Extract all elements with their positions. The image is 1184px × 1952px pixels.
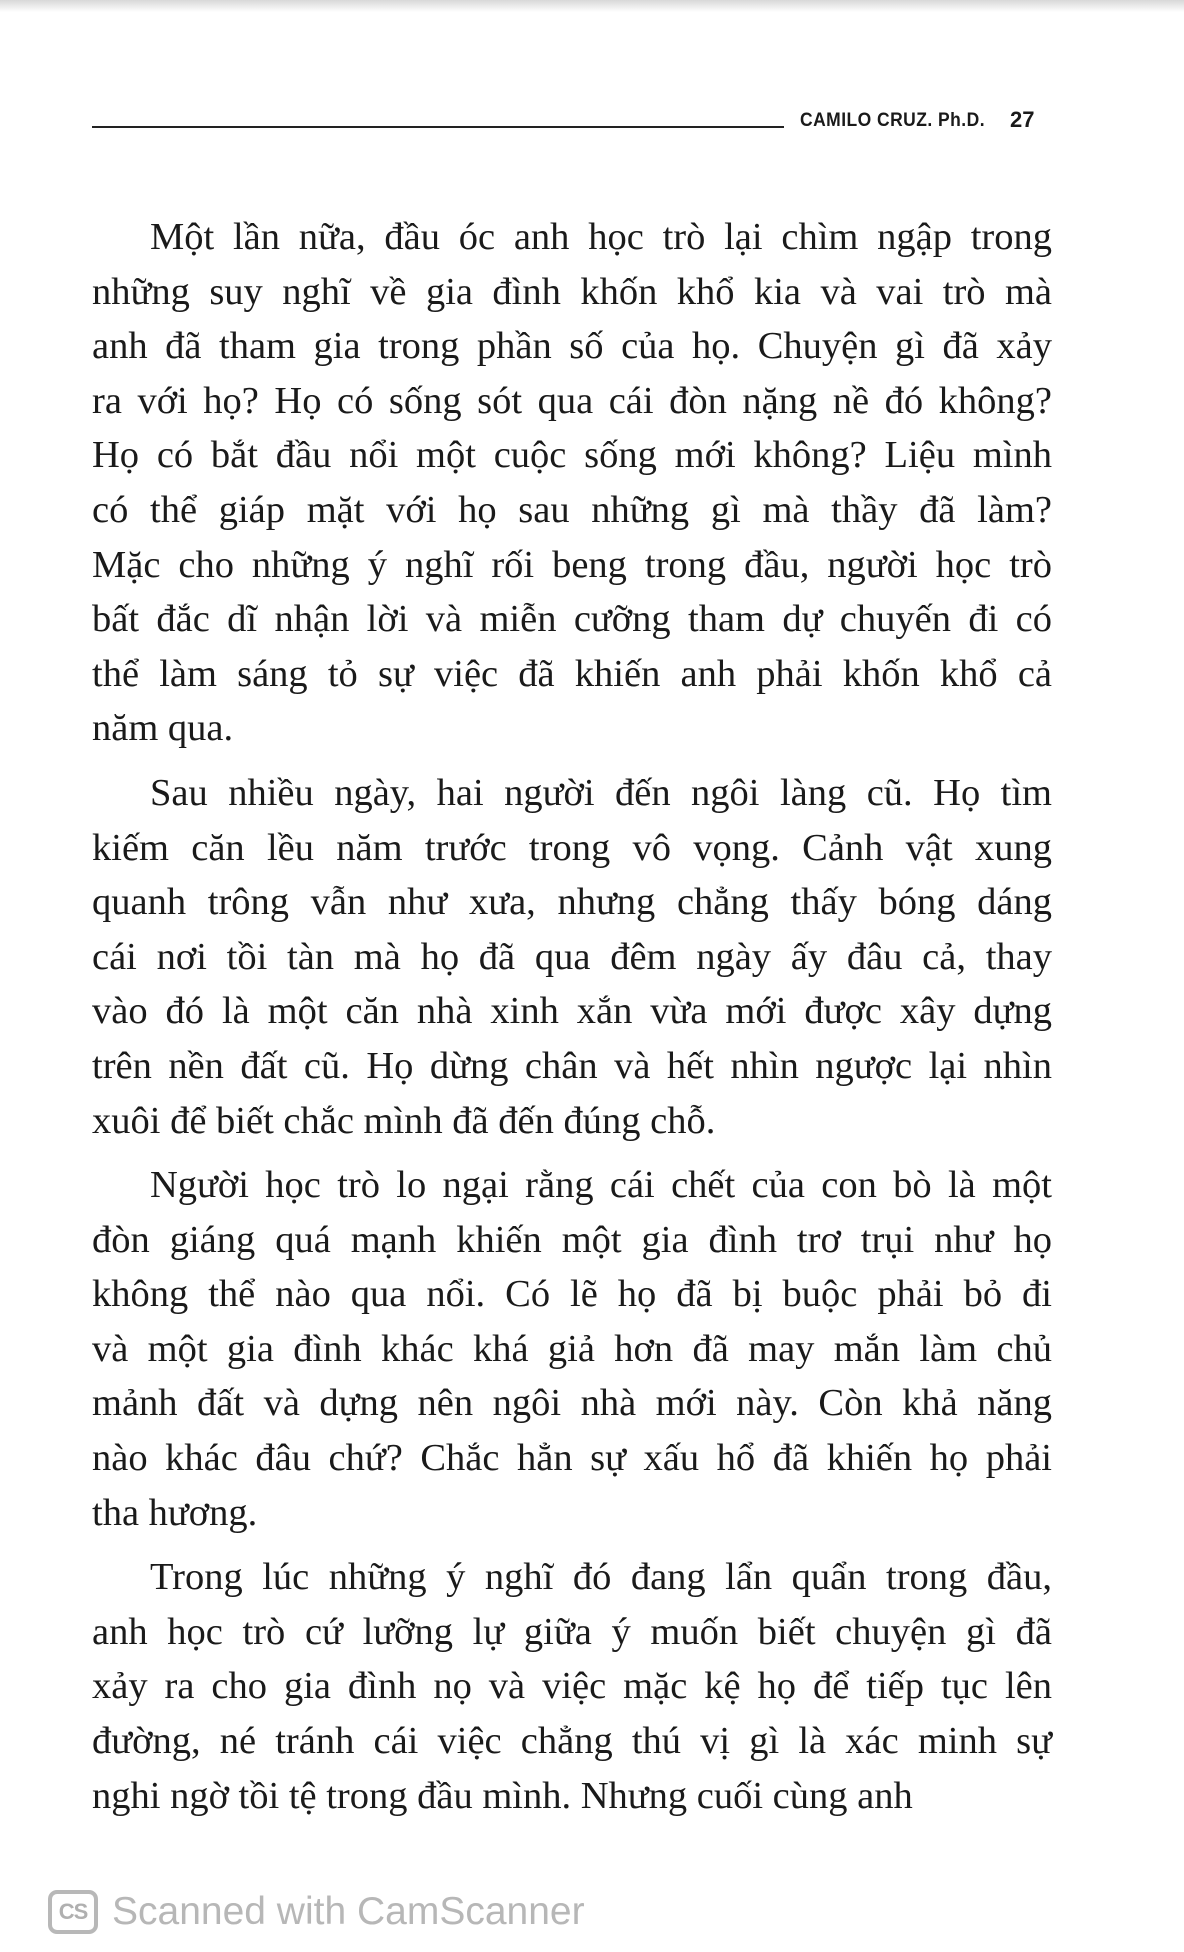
paragraph-gap bbox=[92, 756, 1052, 766]
text-line: những suy nghĩ về gia đình khốn khổ kia và vai trò mà bbox=[92, 270, 1052, 313]
text-line: nghi ngờ tồi tệ trong đầu mình. Nhưng cuối cùng anh bbox=[92, 1774, 913, 1817]
text-line: vào đó là một căn nhà xinh xắn vừa mới được xây dựng bbox=[92, 990, 1052, 1033]
page-number: 27 bbox=[1010, 107, 1035, 132]
paragraph bbox=[92, 766, 1052, 1148]
text-line: xảy ra cho gia đình nọ và việc mặc kệ họ để tiếp tục lên bbox=[92, 1665, 1052, 1708]
paragraph bbox=[92, 1550, 1052, 1823]
text-line: có thể giáp mặt với họ sau những gì mà thầy đã làm? bbox=[92, 488, 1052, 531]
paragraph bbox=[92, 210, 1052, 756]
text-line: kiếm căn lều năm trước trong vô vọng. Cảnh vật xung bbox=[92, 826, 1052, 869]
text-line: Người học trò lo ngại rằng cái chết của con bò là một bbox=[150, 1164, 1052, 1207]
text-line: đường, né tránh cái việc chẳng thú vị gì là xác minh sự bbox=[92, 1720, 1052, 1763]
text-line: mảnh đất và dựng nên ngôi nhà mới này. Còn khả năng bbox=[92, 1382, 1052, 1425]
paragraph bbox=[92, 1158, 1052, 1540]
text-line: nào khác đâu chứ? Chắc hẳn sự xấu hổ đã khiến họ phải bbox=[92, 1437, 1052, 1480]
text-line: xuôi để biết chắc mình đã đến đúng chỗ. bbox=[92, 1099, 716, 1142]
text-line: ra với họ? Họ có sống sót qua cái đòn nặng nề đó không? bbox=[92, 379, 1052, 422]
text-line: Sau nhiều ngày, hai người đến ngôi làng cũ. Họ tìm bbox=[150, 771, 1052, 814]
watermark-text: Scanned with CamScanner bbox=[112, 1890, 585, 1933]
body-text bbox=[92, 210, 1052, 1823]
text-line: Mặc cho những ý nghĩ rối beng trong đầu, người học trò bbox=[92, 543, 1052, 586]
text-line: năm qua. bbox=[92, 707, 234, 750]
text-line: bất đắc dĩ nhận lời và miễn cưỡng tham dự chuyến đi có bbox=[92, 598, 1052, 641]
scanner-watermark bbox=[48, 1886, 585, 1938]
text-line: anh đã tham gia trong phần số của họ. Chuyện gì đã xảy bbox=[92, 325, 1052, 368]
text-line: Một lần nữa, đầu óc anh học trò lại chìm ngập trong bbox=[150, 216, 1052, 258]
running-header bbox=[92, 106, 1035, 146]
text-line: không thể nào qua nổi. Có lẽ họ đã bị buộc phải bỏ đi bbox=[92, 1273, 1052, 1316]
text-line: cái nơi tồi tàn mà họ đã qua đêm ngày ấy đâu cả, thay bbox=[92, 935, 1052, 978]
text-line: Họ có bắt đầu nổi một cuộc sống mới không? Liệu mình bbox=[92, 434, 1052, 477]
text-line: tha hương. bbox=[92, 1491, 258, 1534]
text-line: Trong lúc những ý nghĩ đó đang lẩn quẩn trong đầu, bbox=[150, 1556, 1052, 1599]
paragraph-gap bbox=[92, 1148, 1052, 1158]
text-line: trên nền đất cũ. Họ dừng chân và hết nhìn ngược lại nhìn bbox=[92, 1044, 1052, 1087]
camscanner-logo-icon: CS bbox=[48, 1890, 98, 1934]
text-line: thể làm sáng tỏ sự việc đã khiến anh phải khốn khổ cả bbox=[92, 652, 1052, 695]
text-line: đòn giáng quá mạnh khiến một gia đình trơ trụi như họ bbox=[92, 1218, 1052, 1261]
paragraph-gap bbox=[92, 1540, 1052, 1550]
text-line: quanh trông vẫn như xưa, nhưng chẳng thấy bóng dáng bbox=[92, 881, 1052, 924]
text-line: anh học trò cứ lưỡng lự giữa ý muốn biết chuyện gì đã bbox=[92, 1610, 1052, 1653]
header-rule bbox=[92, 126, 784, 128]
header-author: CAMILO CRUZ. Ph.D. bbox=[800, 110, 986, 131]
page-top-edge bbox=[0, 0, 1184, 12]
text-line: và một gia đình khác khá giả hơn đã may mắn làm chủ bbox=[92, 1327, 1052, 1370]
